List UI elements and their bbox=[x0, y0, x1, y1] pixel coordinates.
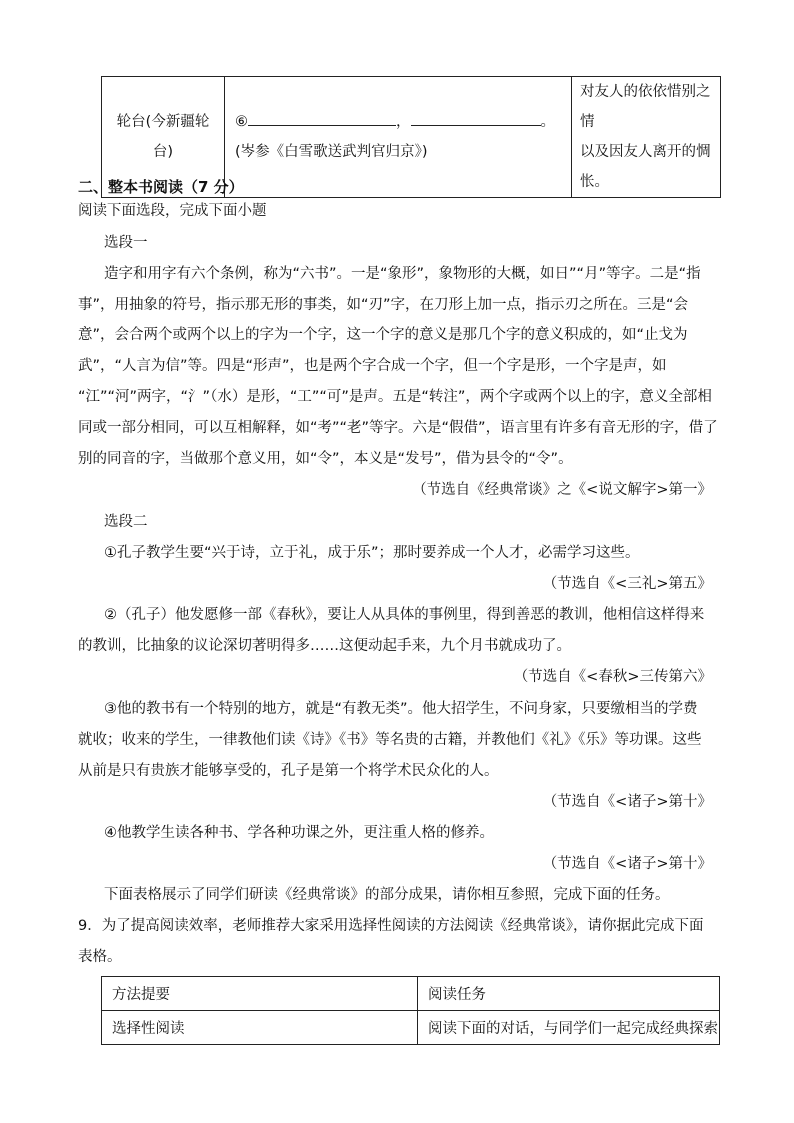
question-9-line-1: 9．为了提高阅读效率，老师推荐大家采用选择性阅读的方法阅读《经典常谈》，请你据此完成下面 bbox=[78, 918, 704, 934]
question-9-line-2: 表格。 bbox=[78, 949, 122, 965]
excerpt1-source: （节选自《经典常谈》之《<说文解字>第一》 bbox=[412, 482, 712, 498]
excerpt2-source-2: （节选自《<春秋>三传第六》 bbox=[513, 669, 712, 685]
excerpt2-paragraph-3-line: 就收；收来的学生，一律教他们读《诗》《书》等名贵的古籍，并教他们《礼》《乐》等功课。这些 bbox=[78, 732, 702, 748]
excerpt2-source-4: （节选自《<诸子>第十》 bbox=[542, 856, 712, 872]
poem-source: (岑参《白雪歌送武判官归京》) bbox=[235, 144, 428, 160]
cell-task: 阅读下面的对话，与同学们一起完成经典探索 bbox=[418, 1011, 720, 1045]
excerpt2-source-1: （节选自《<三礼>第五》 bbox=[542, 576, 712, 592]
excerpt2-paragraph-3-line: ③他的教书有一个特别的地方，就是“有教无类”。他大招学生，不问身家，只要缴相当的学费 bbox=[104, 701, 698, 717]
cell-method: 选择性阅读 bbox=[102, 1011, 418, 1045]
place-line-1: 轮台(今新疆轮 bbox=[116, 114, 210, 130]
excerpt2-paragraph-1: ①孔子教学生要“兴于诗，立于礼，成于乐”；那时要养成一个人才，必需学习这些。 bbox=[104, 545, 640, 561]
excerpt1-label: 选段一 bbox=[104, 235, 148, 251]
answer-blank-1[interactable] bbox=[248, 111, 396, 126]
place-line-2: 台) bbox=[152, 144, 174, 160]
emotion-line-1: 对友人的依依惜别之情 bbox=[580, 84, 711, 130]
poem-cell bbox=[225, 77, 572, 198]
excerpt1-line: 造字和用字有六个条例，称为“六书”。一是“象形”，象物形的大概，如日”“月”等字。二是“指 bbox=[104, 266, 701, 282]
emotion-line-2: 以及因友人离开的惆 bbox=[580, 144, 711, 160]
excerpt1-line: 别的同音的字，当做那个意义用，如“令”，本义是“发号”，借为县令的“令”。 bbox=[78, 451, 573, 467]
excerpt1-line: 意”，会合两个或两个以上的字为一个字，这一个字的意义是那几个字的意义积成的，如“止戈为 bbox=[78, 327, 688, 343]
table-intro: 下面表格展示了同学们研读《经典常谈》的部分成果，请你相互参照，完成下面的任务。 bbox=[104, 887, 670, 903]
emotion-line-3: 怅。 bbox=[580, 174, 609, 190]
excerpt2-label: 选段二 bbox=[104, 514, 148, 530]
period: 。 bbox=[540, 114, 555, 130]
excerpt1-line: “江”“河”两字，“氵”（水）是形，“工”“可”是声。五是“转注”，两个字或两个以上的字，意义全部相 bbox=[78, 389, 712, 405]
method-table bbox=[101, 976, 720, 1045]
excerpt1-line: 武”，“人言为信”等。四是“形声”，也是两个字合成一个字，但一个字是形，一个字是声，如 bbox=[78, 358, 667, 374]
excerpt1-line: 同或一部分相同，可以互相解释，如“考”“老”等字。六是“假借”，语言里有许多有音无形的字，借了 bbox=[78, 420, 718, 436]
excerpt2-paragraph-2-line: ②（孔子）他发愿修一部《春秋》，要让人从具体的事例里，得到善恶的教训，他相信这样得来 bbox=[104, 607, 705, 623]
excerpt2-paragraph-4: ④他教学生读各种书、学各种功课之外，更注重人格的修养。 bbox=[104, 825, 494, 841]
comma: ， bbox=[396, 114, 411, 130]
excerpt2-paragraph-3-line: 从前是只有贵族才能够享受的，孔子是第一个将学术民众化的人。 bbox=[78, 763, 499, 779]
answer-blank-2[interactable] bbox=[411, 111, 541, 126]
header-method: 方法提要 bbox=[102, 977, 418, 1011]
emotion-cell bbox=[572, 77, 721, 198]
section-title: 二、整本书阅读（7 分） bbox=[78, 178, 244, 196]
excerpt2-paragraph-2-line: 的教训，比抽象的议论深切著明得多……这便动起手来，九个月书就成功了。 bbox=[78, 638, 571, 654]
excerpt1-line: 事”，用抽象的符号，指示那无形的事类，如“刃”字，在刀形上加一点，指示刃之所在。三是“会 bbox=[78, 297, 689, 313]
blank-marker: ⑥ bbox=[235, 114, 248, 130]
excerpt2-source-3: （节选自《<诸子>第十》 bbox=[542, 794, 712, 810]
instruction: 阅读下面选段，完成下面小题 bbox=[78, 203, 267, 219]
header-task: 阅读任务 bbox=[418, 977, 720, 1011]
